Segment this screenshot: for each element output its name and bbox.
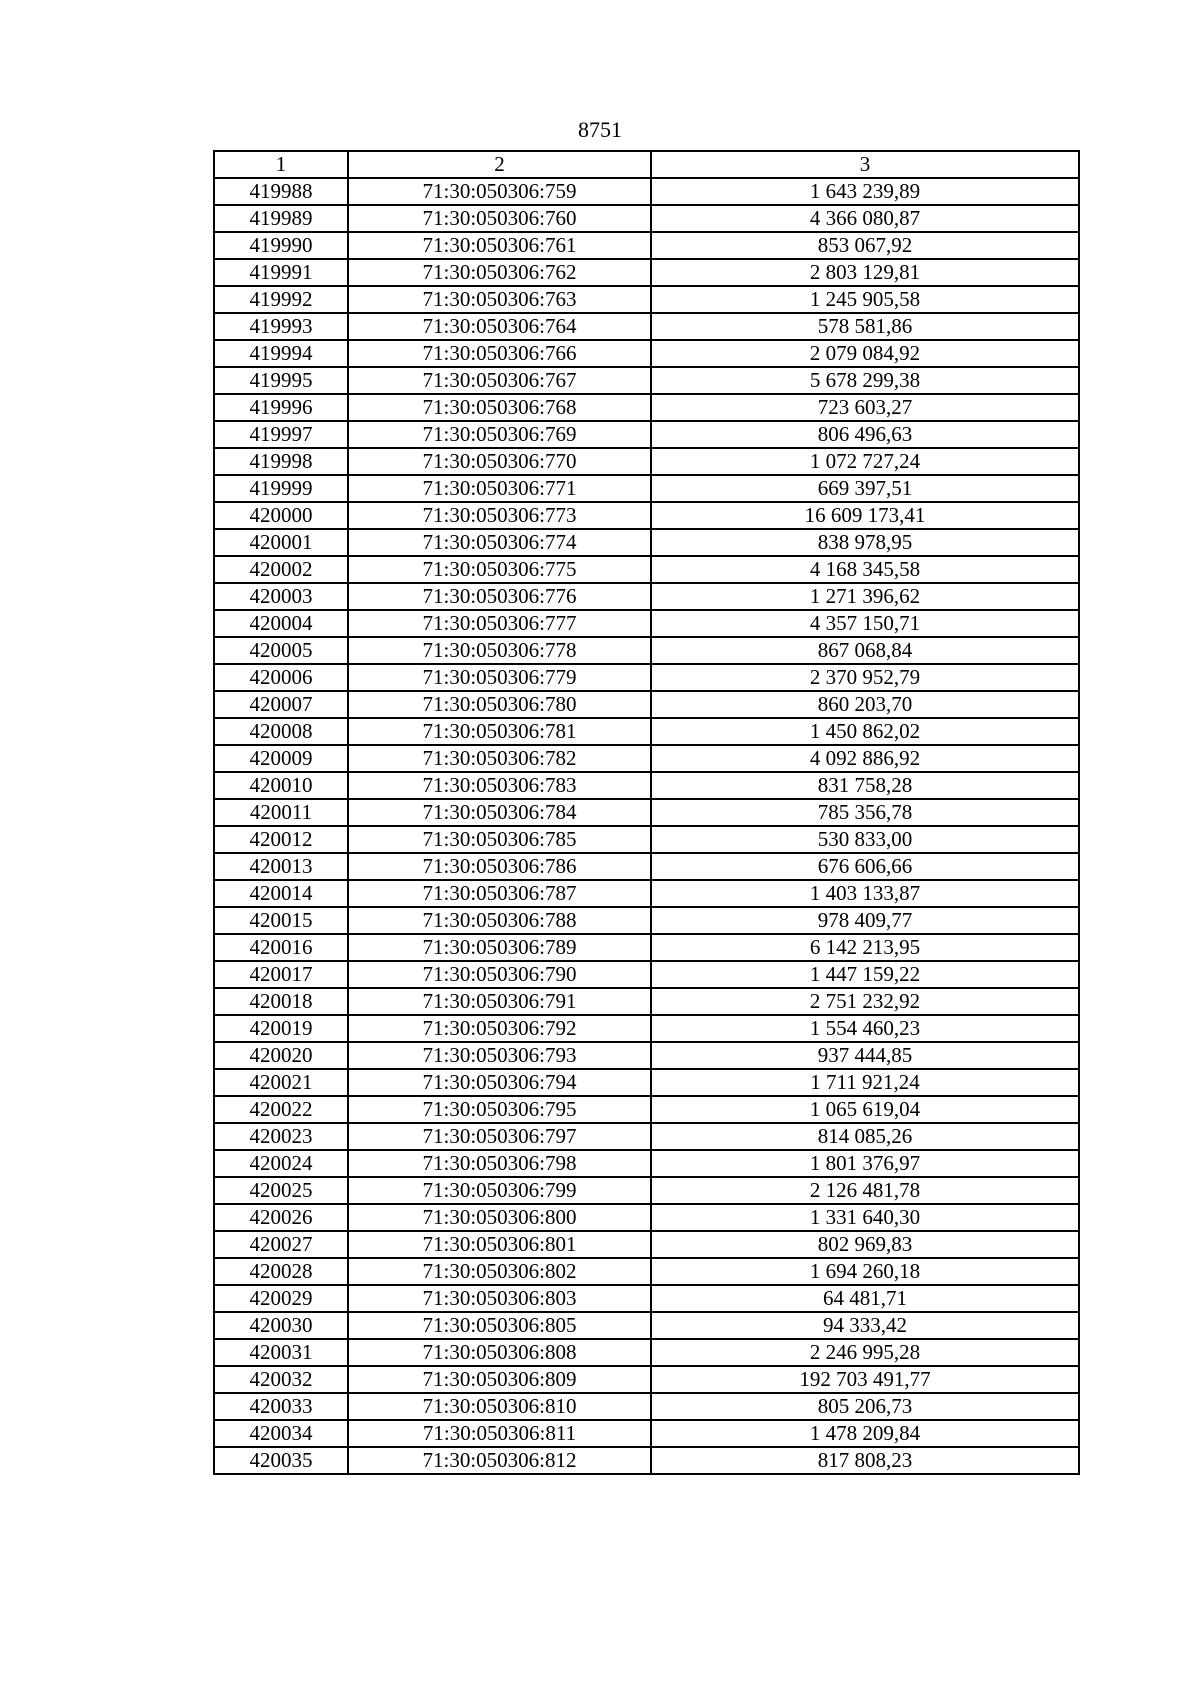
cadastral-number-cell: 71:30:050306:778 [348, 637, 651, 664]
row-number-cell: 420011 [214, 799, 348, 826]
value-cell: 802 969,83 [651, 1231, 1079, 1258]
value-cell: 2 751 232,92 [651, 988, 1079, 1015]
row-number-cell: 419999 [214, 475, 348, 502]
cadastral-number-cell: 71:30:050306:811 [348, 1420, 651, 1447]
row-number-cell: 419988 [214, 178, 348, 205]
cadastral-number-cell: 71:30:050306:774 [348, 529, 651, 556]
table-row [214, 556, 1079, 583]
table-row [214, 637, 1079, 664]
cadastral-number-cell: 71:30:050306:794 [348, 1069, 651, 1096]
cadastral-number-cell: 71:30:050306:761 [348, 232, 651, 259]
value-cell: 192 703 491,77 [651, 1366, 1079, 1393]
table-row [214, 1204, 1079, 1231]
table-row [214, 394, 1079, 421]
data-table [213, 150, 1080, 1475]
table-row [214, 853, 1079, 880]
cadastral-number-cell: 71:30:050306:760 [348, 205, 651, 232]
row-number-cell: 420018 [214, 988, 348, 1015]
value-cell: 64 481,71 [651, 1285, 1079, 1312]
value-cell: 6 142 213,95 [651, 934, 1079, 961]
value-cell: 2 079 084,92 [651, 340, 1079, 367]
cadastral-number-cell: 71:30:050306:801 [348, 1231, 651, 1258]
cadastral-number-cell: 71:30:050306:795 [348, 1096, 651, 1123]
value-cell: 1 694 260,18 [651, 1258, 1079, 1285]
table-row [214, 961, 1079, 988]
cadastral-number-cell: 71:30:050306:810 [348, 1393, 651, 1420]
row-number-cell: 420030 [214, 1312, 348, 1339]
row-number-cell: 419992 [214, 286, 348, 313]
table-row [214, 502, 1079, 529]
table-row [214, 529, 1079, 556]
table-row [214, 1393, 1079, 1420]
value-cell: 578 581,86 [651, 313, 1079, 340]
value-cell: 1 072 727,24 [651, 448, 1079, 475]
table-row [214, 718, 1079, 745]
value-cell: 806 496,63 [651, 421, 1079, 448]
cadastral-number-cell: 71:30:050306:763 [348, 286, 651, 313]
table-row [214, 1285, 1079, 1312]
row-number-cell: 420010 [214, 772, 348, 799]
row-number-cell: 420016 [214, 934, 348, 961]
table-row [214, 826, 1079, 853]
value-cell: 5 678 299,38 [651, 367, 1079, 394]
column-header-1: 1 [214, 151, 348, 178]
value-cell: 1 554 460,23 [651, 1015, 1079, 1042]
table-row [214, 772, 1079, 799]
cadastral-number-cell: 71:30:050306:808 [348, 1339, 651, 1366]
value-cell: 676 606,66 [651, 853, 1079, 880]
page-number: 8751 [578, 117, 622, 142]
cadastral-number-cell: 71:30:050306:809 [348, 1366, 651, 1393]
table-row [214, 313, 1079, 340]
row-number-cell: 420013 [214, 853, 348, 880]
row-number-cell: 420027 [214, 1231, 348, 1258]
row-number-cell: 420004 [214, 610, 348, 637]
value-cell: 2 803 129,81 [651, 259, 1079, 286]
value-cell: 831 758,28 [651, 772, 1079, 799]
row-number-cell: 420020 [214, 1042, 348, 1069]
cadastral-number-cell: 71:30:050306:773 [348, 502, 651, 529]
value-cell: 530 833,00 [651, 826, 1079, 853]
cadastral-number-cell: 71:30:050306:800 [348, 1204, 651, 1231]
row-number-cell: 420022 [214, 1096, 348, 1123]
table-row [214, 799, 1079, 826]
row-number-cell: 420002 [214, 556, 348, 583]
value-cell: 1 450 862,02 [651, 718, 1079, 745]
value-cell: 1 711 921,24 [651, 1069, 1079, 1096]
table-row [214, 1420, 1079, 1447]
table-row [214, 1150, 1079, 1177]
row-number-cell: 419995 [214, 367, 348, 394]
value-cell: 1 801 376,97 [651, 1150, 1079, 1177]
row-number-cell: 420019 [214, 1015, 348, 1042]
row-number-cell: 420017 [214, 961, 348, 988]
table-row [214, 286, 1079, 313]
row-number-cell: 420026 [214, 1204, 348, 1231]
cadastral-number-cell: 71:30:050306:781 [348, 718, 651, 745]
value-cell: 937 444,85 [651, 1042, 1079, 1069]
table-row [214, 232, 1079, 259]
cadastral-number-cell: 71:30:050306:785 [348, 826, 651, 853]
row-number-cell: 420021 [214, 1069, 348, 1096]
value-cell: 978 409,77 [651, 907, 1079, 934]
table-row [214, 988, 1079, 1015]
cadastral-number-cell: 71:30:050306:797 [348, 1123, 651, 1150]
value-cell: 785 356,78 [651, 799, 1079, 826]
row-number-cell: 420003 [214, 583, 348, 610]
table-row [214, 367, 1079, 394]
column-header-3: 3 [651, 151, 1079, 178]
row-number-cell: 420035 [214, 1447, 348, 1474]
table-row [214, 205, 1079, 232]
cadastral-number-cell: 71:30:050306:783 [348, 772, 651, 799]
cadastral-number-cell: 71:30:050306:799 [348, 1177, 651, 1204]
row-number-cell: 419997 [214, 421, 348, 448]
value-cell: 2 370 952,79 [651, 664, 1079, 691]
value-cell: 1 643 239,89 [651, 178, 1079, 205]
table-row [214, 340, 1079, 367]
row-number-cell: 420015 [214, 907, 348, 934]
value-cell: 805 206,73 [651, 1393, 1079, 1420]
value-cell: 4 092 886,92 [651, 745, 1079, 772]
value-cell: 4 357 150,71 [651, 610, 1079, 637]
row-number-cell: 420008 [214, 718, 348, 745]
value-cell: 817 808,23 [651, 1447, 1079, 1474]
table-row [214, 178, 1079, 205]
cadastral-number-cell: 71:30:050306:777 [348, 610, 651, 637]
header-row [214, 151, 1079, 178]
row-number-cell: 420033 [214, 1393, 348, 1420]
row-number-cell: 420007 [214, 691, 348, 718]
cadastral-number-cell: 71:30:050306:780 [348, 691, 651, 718]
cadastral-number-cell: 71:30:050306:786 [348, 853, 651, 880]
row-number-cell: 419990 [214, 232, 348, 259]
value-cell: 1 245 905,58 [651, 286, 1079, 313]
row-number-cell: 420031 [214, 1339, 348, 1366]
value-cell: 94 333,42 [651, 1312, 1079, 1339]
table-row [214, 1339, 1079, 1366]
cadastral-number-cell: 71:30:050306:769 [348, 421, 651, 448]
row-number-cell: 420029 [214, 1285, 348, 1312]
column-header-2: 2 [348, 151, 651, 178]
table-row [214, 448, 1079, 475]
cadastral-number-cell: 71:30:050306:803 [348, 1285, 651, 1312]
row-number-cell: 419998 [214, 448, 348, 475]
table-row [214, 1447, 1079, 1474]
row-number-cell: 419991 [214, 259, 348, 286]
cadastral-number-cell: 71:30:050306:792 [348, 1015, 651, 1042]
row-number-cell: 420000 [214, 502, 348, 529]
value-cell: 838 978,95 [651, 529, 1079, 556]
row-number-cell: 419993 [214, 313, 348, 340]
cadastral-number-cell: 71:30:050306:764 [348, 313, 651, 340]
cadastral-number-cell: 71:30:050306:798 [348, 1150, 651, 1177]
table-row [214, 421, 1079, 448]
row-number-cell: 420012 [214, 826, 348, 853]
table-row [214, 1096, 1079, 1123]
value-cell: 2 246 995,28 [651, 1339, 1079, 1366]
row-number-cell: 420032 [214, 1366, 348, 1393]
value-cell: 1 478 209,84 [651, 1420, 1079, 1447]
cadastral-number-cell: 71:30:050306:779 [348, 664, 651, 691]
cadastral-number-cell: 71:30:050306:787 [348, 880, 651, 907]
cadastral-number-cell: 71:30:050306:770 [348, 448, 651, 475]
value-cell: 1 447 159,22 [651, 961, 1079, 988]
table-row [214, 610, 1079, 637]
cadastral-number-cell: 71:30:050306:771 [348, 475, 651, 502]
cadastral-number-cell: 71:30:050306:768 [348, 394, 651, 421]
value-cell: 860 203,70 [651, 691, 1079, 718]
cadastral-number-cell: 71:30:050306:789 [348, 934, 651, 961]
cadastral-number-cell: 71:30:050306:793 [348, 1042, 651, 1069]
table-row [214, 1177, 1079, 1204]
table-row [214, 1069, 1079, 1096]
value-cell: 1 403 133,87 [651, 880, 1079, 907]
table-row [214, 1042, 1079, 1069]
cadastral-number-cell: 71:30:050306:784 [348, 799, 651, 826]
value-cell: 1 331 640,30 [651, 1204, 1079, 1231]
row-number-cell: 419989 [214, 205, 348, 232]
value-cell: 723 603,27 [651, 394, 1079, 421]
table-row [214, 583, 1079, 610]
table-row [214, 259, 1079, 286]
cadastral-number-cell: 71:30:050306:766 [348, 340, 651, 367]
cadastral-number-cell: 71:30:050306:782 [348, 745, 651, 772]
value-cell: 2 126 481,78 [651, 1177, 1079, 1204]
value-cell: 1 271 396,62 [651, 583, 1079, 610]
table-row [214, 880, 1079, 907]
row-number-cell: 420024 [214, 1150, 348, 1177]
table-row [214, 1312, 1079, 1339]
table-row [214, 1258, 1079, 1285]
table-row [214, 745, 1079, 772]
value-cell: 853 067,92 [651, 232, 1079, 259]
table-row [214, 664, 1079, 691]
cadastral-number-cell: 71:30:050306:790 [348, 961, 651, 988]
row-number-cell: 420009 [214, 745, 348, 772]
row-number-cell: 420006 [214, 664, 348, 691]
value-cell: 16 609 173,41 [651, 502, 1079, 529]
table-body [214, 178, 1079, 1474]
row-number-cell: 420005 [214, 637, 348, 664]
cadastral-number-cell: 71:30:050306:775 [348, 556, 651, 583]
cadastral-number-cell: 71:30:050306:802 [348, 1258, 651, 1285]
row-number-cell: 420001 [214, 529, 348, 556]
cadastral-number-cell: 71:30:050306:776 [348, 583, 651, 610]
row-number-cell: 420025 [214, 1177, 348, 1204]
table-row [214, 1015, 1079, 1042]
cadastral-number-cell: 71:30:050306:788 [348, 907, 651, 934]
cadastral-number-cell: 71:30:050306:805 [348, 1312, 651, 1339]
row-number-cell: 420028 [214, 1258, 348, 1285]
value-cell: 4 168 345,58 [651, 556, 1079, 583]
table-row [214, 1366, 1079, 1393]
table-row [214, 1231, 1079, 1258]
table-row [214, 907, 1079, 934]
table-row [214, 691, 1079, 718]
table-row [214, 1123, 1079, 1150]
cadastral-number-cell: 71:30:050306:767 [348, 367, 651, 394]
table-row [214, 934, 1079, 961]
row-number-cell: 419996 [214, 394, 348, 421]
cadastral-number-cell: 71:30:050306:812 [348, 1447, 651, 1474]
cadastral-number-cell: 71:30:050306:762 [348, 259, 651, 286]
value-cell: 814 085,26 [651, 1123, 1079, 1150]
value-cell: 4 366 080,87 [651, 205, 1079, 232]
row-number-cell: 420014 [214, 880, 348, 907]
row-number-cell: 419994 [214, 340, 348, 367]
row-number-cell: 420023 [214, 1123, 348, 1150]
cadastral-number-cell: 71:30:050306:791 [348, 988, 651, 1015]
cadastral-number-cell: 71:30:050306:759 [348, 178, 651, 205]
value-cell: 867 068,84 [651, 637, 1079, 664]
table-row [214, 475, 1079, 502]
value-cell: 1 065 619,04 [651, 1096, 1079, 1123]
row-number-cell: 420034 [214, 1420, 348, 1447]
value-cell: 669 397,51 [651, 475, 1079, 502]
